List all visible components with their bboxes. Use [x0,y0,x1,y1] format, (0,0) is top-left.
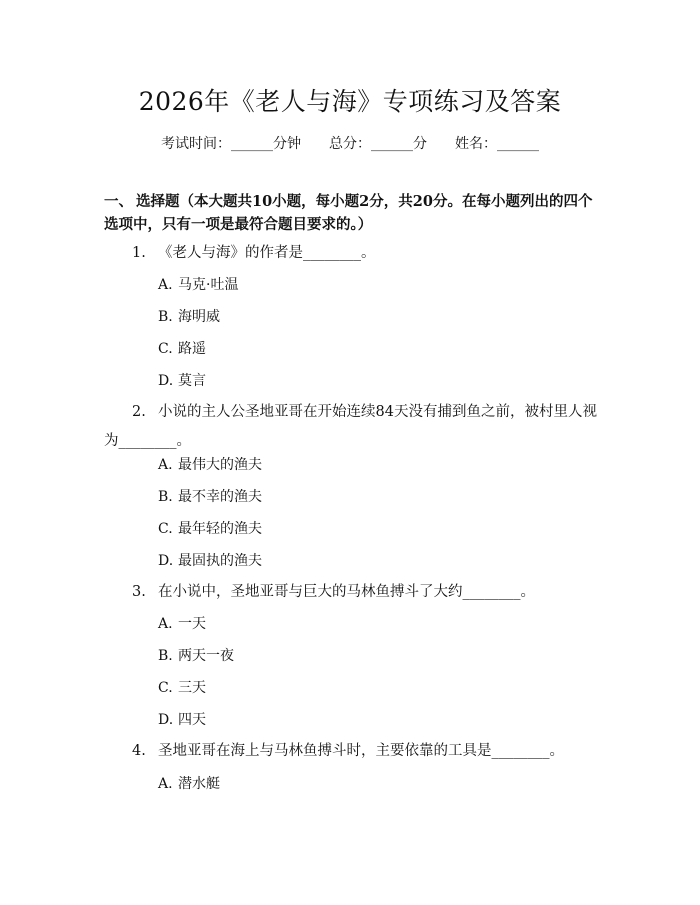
option-2d: D. 最固执的渔夫 [158,553,262,569]
total-score-field: 总分：______分 [329,136,427,152]
option-4a: A. 潜水艇 [158,776,220,792]
option-2c: C. 最年轻的渔夫 [158,521,262,537]
option-3d: D. 四天 [158,712,206,728]
exam-time-field: 考试时间：______分钟 [161,136,301,152]
question-text: 《老人与海》的作者是________。 [158,245,376,261]
option-1a: A. 马克·吐温 [158,277,239,293]
question-number: 4. [132,743,146,759]
section-number: 一、 [104,193,133,210]
question-1 [104,239,604,268]
option-3b: B. 两天一夜 [158,648,234,664]
option-2b: B. 最不幸的渔夫 [158,489,262,505]
question-number: 2. [132,404,146,420]
question-4 [104,737,604,766]
student-name-field: 姓名：______ [455,136,539,152]
question-text: 小说的主人公圣地亚哥在开始连续84天没有捕到鱼之前，被村里人视为________。 [104,404,597,449]
document-title: 2026年《老人与海》专项练习及答案 [138,87,562,116]
question-3 [104,578,604,607]
option-1c: C. 路遥 [158,341,206,357]
exam-meta [0,133,700,153]
question-text: 圣地亚哥在海上与马林鱼搏斗时，主要依靠的工具是________。 [158,743,564,759]
option-1b: B. 海明威 [158,309,220,325]
section-heading [104,190,604,236]
question-number: 3. [132,584,146,600]
question-2 [104,398,604,456]
option-2a: A. 最伟大的渔夫 [158,457,262,473]
question-text: 在小说中，圣地亚哥与巨大的马林鱼搏斗了大约________。 [158,584,535,600]
question-number: 1. [132,245,146,261]
option-3a: A. 一天 [158,616,206,632]
section-instructions: 选择题（本大题共10小题，每小题2分，共20分。在每小题列出的四个选项中，只有一项是最符合题目要求的。） [104,193,593,233]
option-1d: D. 莫言 [158,373,206,389]
option-3c: C. 三天 [158,680,206,696]
